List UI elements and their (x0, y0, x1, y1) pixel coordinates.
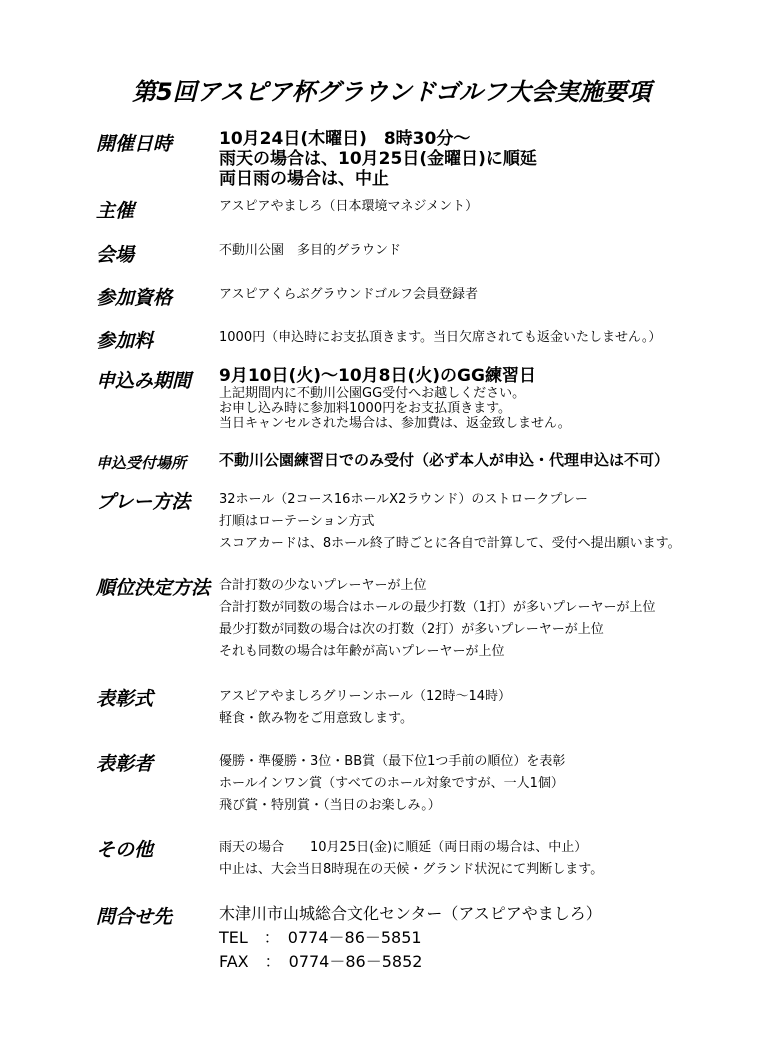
section-label: 主催 (96, 200, 135, 222)
contact-fax: FAX ： 0774－86－5852 (219, 952, 423, 971)
section-line: 両日雨の場合は、中止 (219, 169, 389, 189)
section-line: 最少打数が同数の場合は次の打数（2打）が多いプレーヤーが上位 (219, 622, 604, 637)
section-line: 1000円（申込時にお支払頂きます。当日欠席されても返金いたしません。） (219, 330, 662, 345)
contact-org: 木津川市山城総合文化センター（アスピアやましろ） (219, 904, 602, 923)
document-title: 第5回アスピア杯グラウンドゴルフ大会実施要項 (132, 78, 651, 106)
section-line: 10月24日(木曜日) 8時30分～ (219, 129, 471, 149)
section-label: 参加料 (96, 330, 154, 352)
section-line: お申し込み時に参加料1000円をお支払頂きます。 (219, 401, 512, 416)
section-line: ホールインワン賞（すべてのホール対象ですが、一人1個） (219, 776, 564, 791)
section-line: 飛び賞・特別賞・（当日のお楽しみ。） (219, 798, 441, 813)
section-line: スコアカードは、8ホール終了時ごとに各自で計算して、受付へ提出願います。 (219, 536, 681, 551)
section-line: それも同数の場合は年齢が高いプレーヤーが上位 (219, 644, 505, 659)
section-label: 表彰者 (96, 753, 154, 775)
section-heading: 9月10日(火)～10月8日(火)のGG練習日 (219, 366, 536, 386)
section-line: 上記期間内に不動川公園GG受付へお越しください。 (219, 386, 526, 401)
section-line: アスピアやましろ（日本環境マネジメント） (219, 199, 479, 214)
section-label: 順位決定方法 (96, 577, 211, 599)
section-line: 32ホール（2コース16ホールX2ラウンド）のストロークプレー (219, 492, 588, 507)
section-line: 中止は、大会当日8時現在の天候・グランド状況にて判断します。 (219, 862, 604, 877)
section-line: 当日キャンセルされた場合は、参加費は、返金致しません。 (219, 416, 571, 431)
section-label: 開催日時 (96, 133, 173, 155)
section-label: 申込受付場所 (96, 454, 187, 472)
section-line: アスピアくらぶグラウンドゴルフ会員登録者 (219, 287, 478, 302)
section-label: 会場 (96, 244, 135, 266)
section-label: 表彰式 (96, 688, 154, 710)
section-line: アスピアやましろグリーンホール（12時～14時） (219, 689, 512, 704)
section-line: 軽食・飲み物をご用意致します。 (219, 711, 413, 726)
section-line: 打順はローテーション方式 (219, 514, 375, 529)
section-label: プレー方法 (96, 491, 191, 513)
section-heading: 不動川公園練習日でのみ受付（必ず本人が申込・代理申込は不可） (219, 451, 670, 469)
section-line: 合計打数の少ないプレーヤーが上位 (219, 578, 427, 593)
section-line: 雨天の場合 10月25日(金)に順延（両日雨の場合は、中止） (219, 840, 588, 855)
contact-tel: TEL ： 0774－86－5851 (219, 928, 422, 947)
section-label: 申込み期間 (96, 370, 192, 392)
section-line: 合計打数が同数の場合はホールの最少打数（1打）が多いプレーヤーが上位 (219, 600, 656, 615)
section-line: 不動川公園 多目的グラウンド (219, 243, 402, 258)
section-line: 雨天の場合は、10月25日(金曜日)に順延 (219, 149, 537, 169)
section-label: 問合せ先 (96, 906, 173, 928)
section-line: 優勝・準優勝・3位・BB賞（最下位1つ手前の順位）を表彰 (219, 754, 566, 769)
section-label: その他 (96, 839, 154, 861)
section-label: 参加資格 (96, 287, 173, 309)
